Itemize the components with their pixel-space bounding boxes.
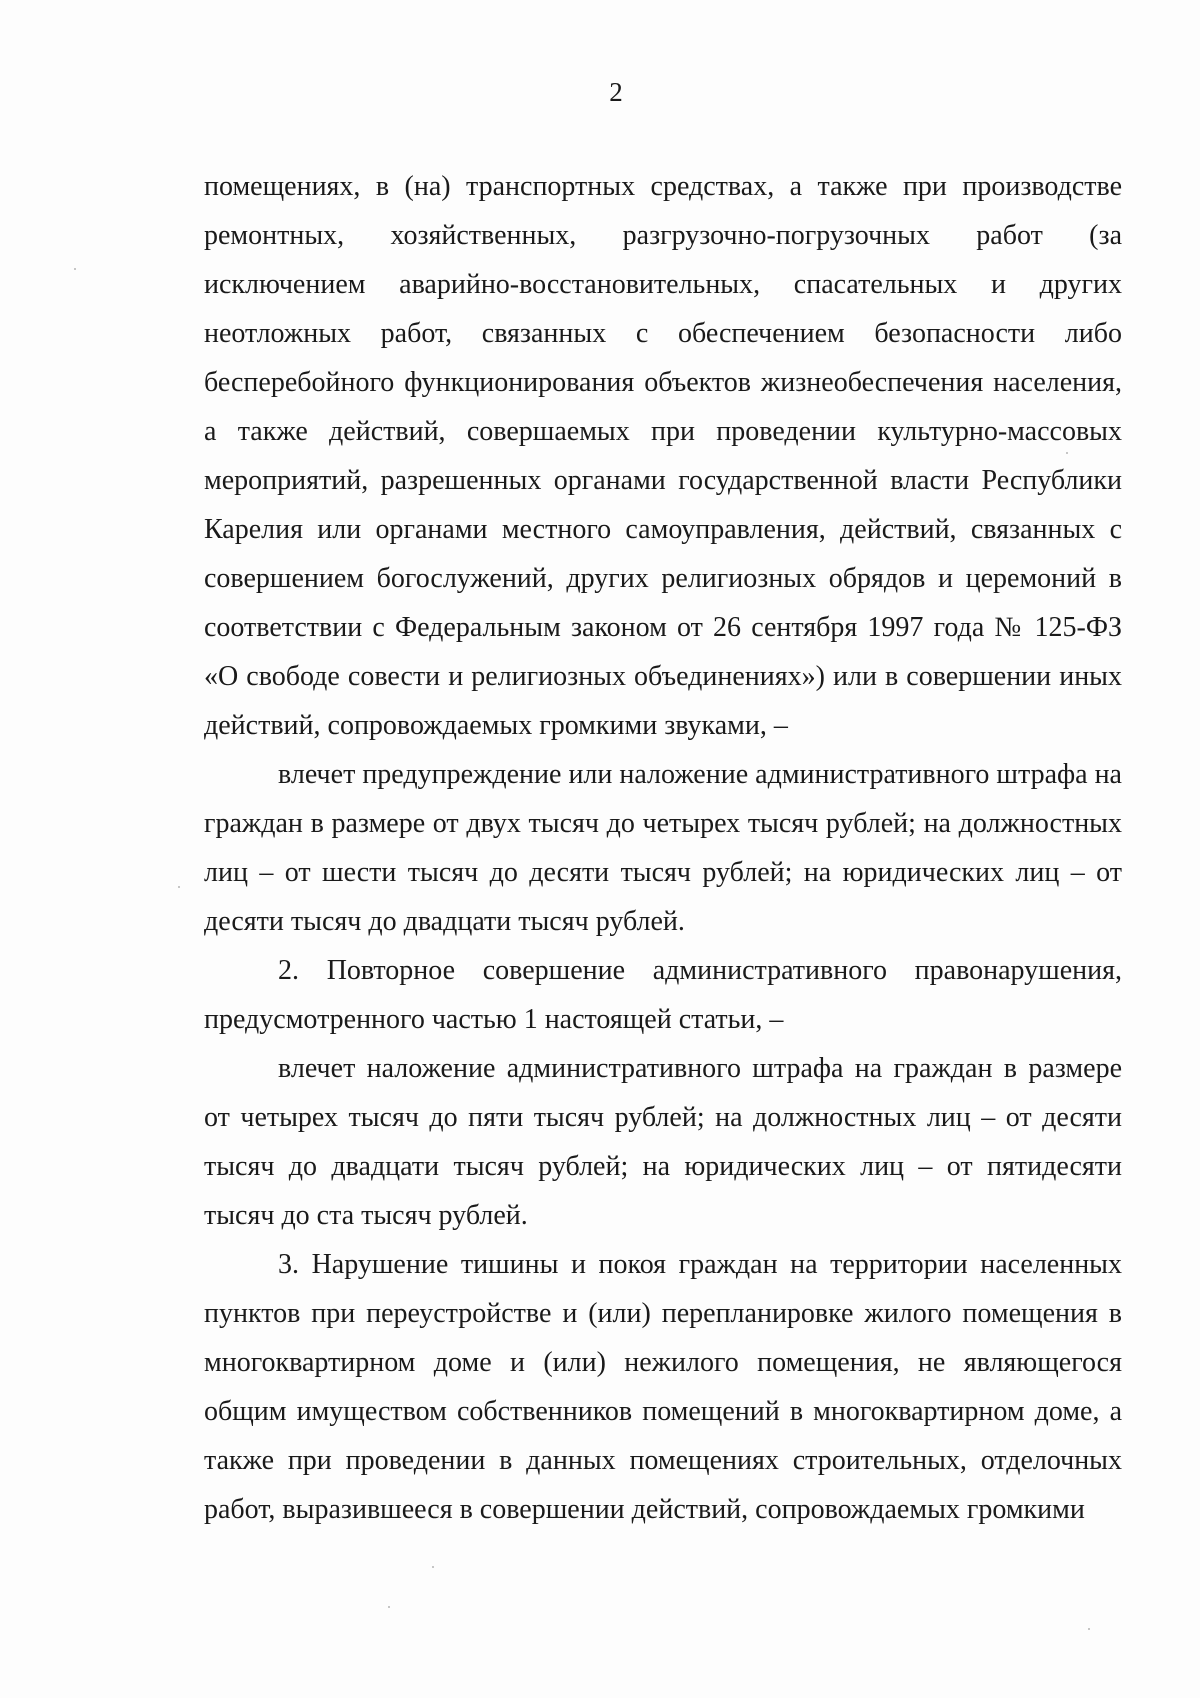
document-body [204,162,1122,1534]
scan-speck [74,268,76,270]
scan-speck [388,1606,390,1608]
paragraph-part-2: 2. Повторное совершение административного правонарушения, предусмотренного частью 1 настоящей статьи, – [204,955,1122,1035]
scan-speck [1066,452,1068,454]
paragraph-part-3: 3. Нарушение тишины и покоя граждан на территории населенных пунктов при переустройстве и (или) перепланировке жилого помещения в многоквартирном доме и (или) нежилого помещения, не являющегося общим имуществом собственников помещений в многоквартирном доме, а также при проведении в данных помещениях строительных, отделочных работ, выразившееся в совершении действий, сопровождаемых громкими [204,1249,1122,1525]
scan-speck [432,1566,434,1568]
scan-speck [1088,1628,1090,1630]
paragraph-penalty-part-1: влечет предупреждение или наложение административного штрафа на граждан в размере от двух тысяч до четырех тысяч рублей; на должностных лиц – от шести тысяч до десяти тысяч рублей; на юридических лиц – от десяти тысяч до двадцати тысяч рублей. [204,759,1122,937]
scan-speck [178,886,180,888]
paragraph-continuation: помещениях, в (на) транспортных средствах, а также при производстве ремонтных, хозяйственных, разгрузочно-погрузочных работ (за исключением аварийно-восстановительных, спасательных и других неотложных работ, связанных с обеспечением безопасности либо бесперебойного функционирования объектов жизнеобеспечения населения, а также действий, совершаемых при проведении культурно-массовых мероприятий, разрешенных органами государственной власти Республики Карелия или органами местного самоуправления, действий, связанных с совершением богослужений, других религиозных обрядов и церемоний в соответствии с Федеральным законом от 26 сентября 1997 года № 125-ФЗ «О свободе совести и религиозных объединениях») или в совершении иных действий, сопровождаемых громкими звуками, – [204,171,1122,741]
page-number: 2 [609,77,623,107]
paragraph-penalty-part-2: влечет наложение административного штрафа на граждан в размере от четырех тысяч до пяти тысяч рублей; на должностных лиц – от десяти тысяч до двадцати тысяч рублей; на юридических лиц – от пятидесяти тысяч до ста тысяч рублей. [204,1053,1122,1231]
